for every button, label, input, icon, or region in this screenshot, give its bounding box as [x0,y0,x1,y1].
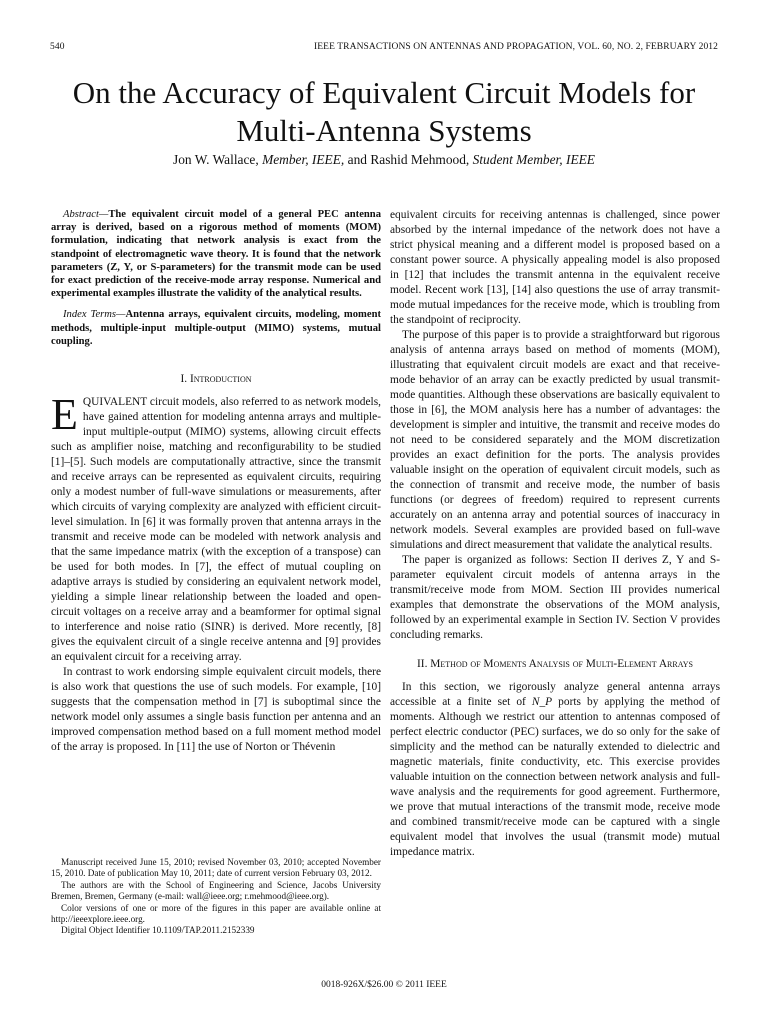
footnote-color-versions: Color versions of one or more of the figures in this paper are available online at http://ieeexplore.ieee.org. [51,902,381,925]
footnote-manuscript: Manuscript received June 15, 2010; revised November 03, 2010; accepted November 15, 2010. Date of publication May 10, 2011; date of current version February 03, 2012. [51,857,381,879]
intro-paragraph-1-text: QUIVALENT circuit models, also referred to as network models, have gained attention for modeling antenna arrays and multiple-input multiple-output (MIMO) systems, allowing circuit effects such as amplifier noise, matching and reconfigurability to be studied [1]–[5]. Such models are computationally attractive, since the transmit and receive arrays can be represented as equivalent circuits, requiring only a modest number of full-wave simulations or measurements, after which circuits of varying complexity are analyzed with efficient circuit-level simulation. In [6] it was formally proven that antenna arrays in the transmit and receive mode can be modeled with network analysis and that the same impedance matrix (with the exception of a transpose) can be used for both modes. In [7], the effect of mutual coupling on adaptive arrays is studied by considering an equivalent network model, yielding a simple linear relationship between the loaded and open-circuit voltages on a receive array and a beamformer for optimal signal to interference and noise ratio (SINR) is derived. More recently, [8] gives the equivalent circuit of a single receive antenna and [9] provides an equivalent circuit for a receiving array. [51,396,381,664]
intro-paragraph-2: In contrast to work endorsing simple equivalent circuit models, there is also work that questions the use of such models. For example, [10] suggests that the compensation method in [7] is suboptimal since the network model only assumes a single basis function per antenna and an improved compensation method based on a full moment method model of the array is proposed. In [11] the use of Norton or Thévenin [51,666,381,754]
np-symbol: N_P [531,696,553,708]
author-1: Jon W. Wallace, [173,152,259,167]
title-line-1: On the Accuracy of Equivalent Circuit Models for [72,75,696,110]
footnotes [51,857,381,937]
section-heading-introduction: I. Introduction [180,373,252,386]
right-paragraph-3: The paper is organized as follows: Section II derives Z, Y and S-parameter equivalent circuit models of antenna arrays in the transmit/receive mode from MOM. Section III provides numerical examples that demonstrate the observations of the MOM analysis, followed by an experimental example in Section IV. Section V provides concluding remarks. [390,554,720,641]
section2-text-a: In this section, we rigorously analyze general antenna arrays accessible at a finite set of [390,681,720,708]
right-column [390,208,720,860]
author-1-role: Member, IEEE, [262,152,345,167]
journal-header: IEEE TRANSACTIONS ON ANTENNAS AND PROPAGATION, VOL. 60, NO. 2, FEBRUARY 2012 [314,42,718,52]
footnote-doi: Digital Object Identifier 10.1109/TAP.2011.2152339 [61,925,255,936]
abstract-label: Abstract— [63,209,109,220]
author-line [0,152,768,168]
section2-text-b: ports by applying the method of moments. Although we restrict our attention to antennas composed of perfect electric conductor (PEC) surfaces, we do so only for the sake of simplicity and the method can be naturally extended to dielectric and magnetic materials, finite conductivity, etc. This exercise provides valuable intuition on the connection between network analysis and full-wave analysis and the requirements for good agreement. Furthermore, we prove that mutual interactions of the transmit mode, receive mode and combined transmit/receive mode can be captured with a single equivalent model that involves the usual (transmit mode) mutual impedance matrix. [390,696,720,858]
right-paragraph-2: The purpose of this paper is to provide a straightforward but rigorous analysis of antenna arrays based on method of moments (MOM), illustrating that equivalent circuit models are exact and that receive-mode behavior of an array can be exactly predicted by usual transmit-mode quantities. Although these observations are basically equivalent to those in [6], the MOM analysis here has a number of advantages: the development is simpler and intuitive, the transmit and receive modes do not need to be considered separately and the MOM discretization provides an exact definition for the ports. The analysis provides valuable insight on the operation of equivalent circuit models, such as the connection of transmit and receive mode, the number of basis functions (or degrees of freedom) required to represent currents accurately on an antenna array and potential sources of inaccuracy in network models. Several examples are provided based on full-wave simulations and direct measurement that validate the analytical results. [390,329,720,551]
index-terms-label: Index Terms— [63,309,126,321]
drop-cap: E [51,390,78,440]
right-paragraph-1: equivalent circuits for receiving antennas is challenged, since power absorbed by the internal impedance of the network does not have a strict physical meaning and a different model is proposed based on a constant power source. A physically appealing model is also proposed in [12] that includes the transmit antenna in the equivalent receive model. Recent work [13], [14] also questions the use of array transmit-mode mutual impedances for the receive mode, which is troubling from the standpoint of reciprocity. [390,209,720,326]
title-line-2: Multi-Antenna Systems [236,113,532,148]
author-2: Rashid Mehmood, [370,152,470,167]
intro-paragraph-1 [51,390,381,665]
author-2-role: Student Member, IEEE [472,152,595,167]
left-column [51,208,381,755]
index-terms-text: Antenna arrays, equivalent circuits, modeling, moment methods, multiple-input multiple-output (MIMO) systems, mutual coupling. [51,309,381,347]
index-terms [51,308,381,348]
page-number: 540 [50,42,65,52]
abstract-text: The equivalent circuit model of a general PEC antenna array is derived, based on a rigorous method of moments (MOM) formulation, indicating that network analysis is exact from the standpoint of electromagnetic wave theory. It is found that the network parameters (Z, Y, or S-parameters) for the transmit mode can be used for exact prediction of the receive-mode array response. Numerical and experimental examples illustrate the validity of the analytical results. [51,209,381,300]
section-heading-mom: II. Method of Moments Analysis of Multi-Element Arrays [417,658,693,670]
section2-paragraph-1 [390,680,720,860]
abstract [51,208,381,300]
footnote-affiliation: The authors are with the School of Engineering and Science, Jacobs University Bremen, Bremen, Germany (e-mail: wall@ieee.org; r.mehmood@ieee.org). [51,879,381,902]
paper-title [0,74,768,150]
author-conjunction: and [347,152,367,167]
copyright-footer: 0018-926X/$26.00 © 2011 IEEE [321,980,447,990]
